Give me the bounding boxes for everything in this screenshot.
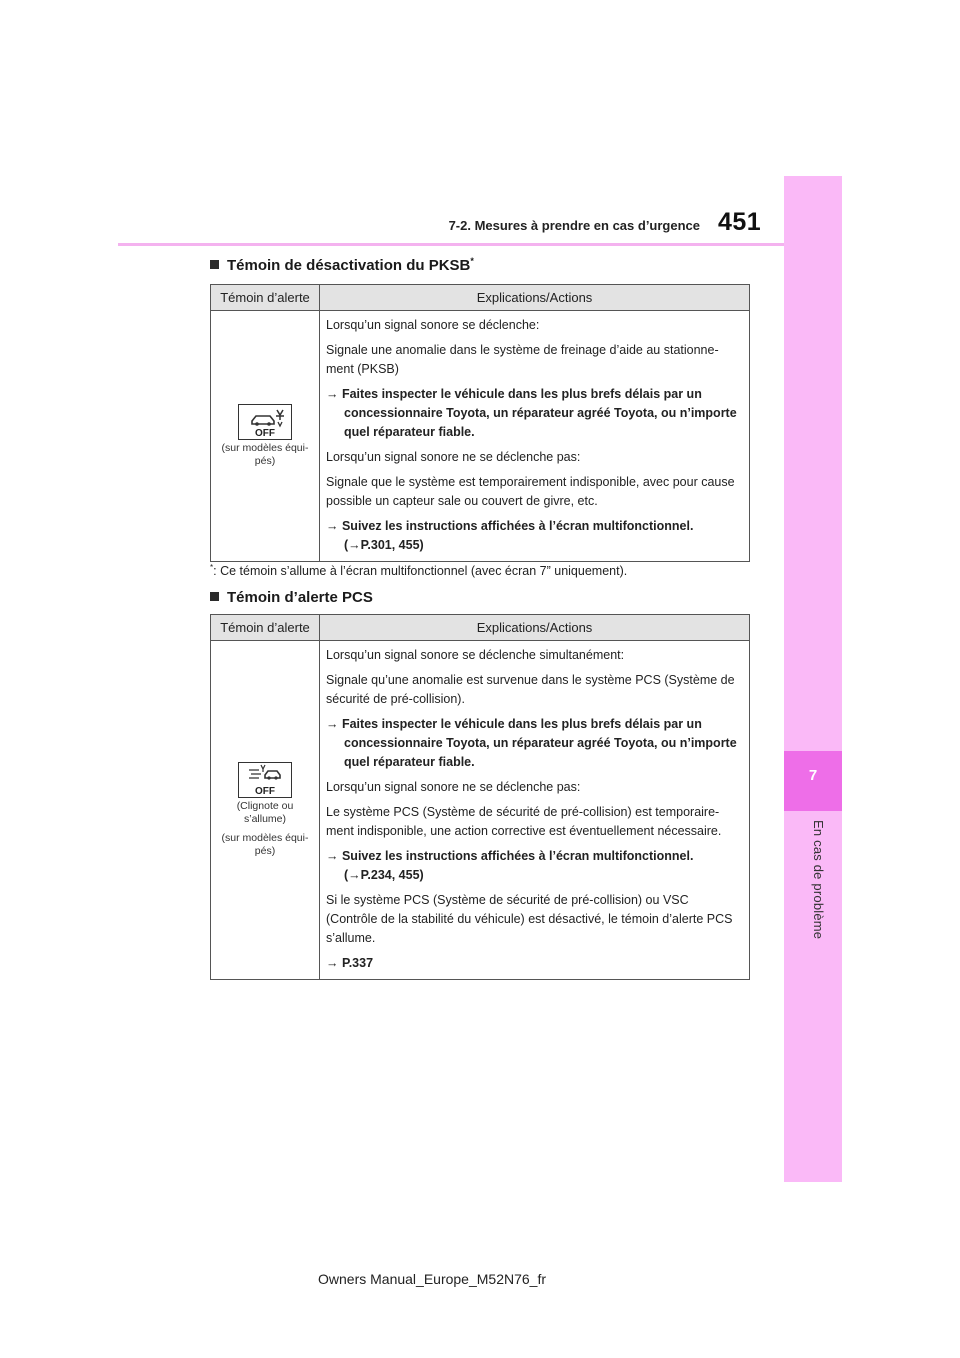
description-text: Signale que le système est temporairement indisponible, avec pour cause possible un capteur sale ou couvert de givre, etc. — [326, 475, 735, 508]
description-text: Signale qu’une anomalie est survenue dans le système PCS (Système de sécurité de pré-collision). — [326, 673, 735, 706]
icon-note: (sur modèles équi-pés) — [221, 442, 309, 467]
chapter-label: En cas de problème — [811, 820, 826, 940]
footnote: *: Ce témoin s’allume à l’écran multifonctionnel (avec écran 7” uniquement). — [210, 563, 628, 579]
svg-text:OFF: OFF — [255, 786, 275, 797]
header-divider — [118, 243, 784, 246]
section-title-pcs: Témoin d’alerte PCS — [210, 589, 373, 606]
description-text: Le système PCS (Système de sécurité de pré-collision) est temporaire-ment indisponible, une action corrective est éventuellement nécessaire. — [326, 805, 722, 838]
explanation-cell — [320, 311, 750, 562]
table-row — [211, 311, 750, 562]
pksb-warning-table — [210, 284, 750, 562]
table-header-row — [211, 615, 750, 641]
column-header-explanations: Explications/Actions — [320, 615, 750, 641]
explanation-cell — [320, 641, 750, 980]
document-footer-title: Owners Manual_Europe_M52N76_fr — [318, 1271, 547, 1287]
condition-text: Lorsqu’un signal sonore se déclenche simultanément: — [326, 648, 625, 662]
square-bullet-icon — [210, 260, 219, 269]
description-text: Si le système PCS (Système de sécurité de pré-collision) ou VSC (Contrôle de la stabilité du véhicule) est désactivé, le témoin d’alerte PCS s’allume. — [326, 893, 733, 945]
pksb-off-icon — [238, 404, 292, 440]
warning-icon-cell — [211, 311, 320, 562]
column-header-warning: Témoin d’alerte — [211, 285, 320, 311]
page-number: 451 — [718, 208, 762, 236]
svg-text:OFF: OFF — [255, 428, 275, 439]
chapter-number-badge — [784, 751, 842, 811]
warning-icon-cell — [211, 641, 320, 980]
action-text: → Faites inspecter le véhicule dans les plus brefs délais par un concessionnaire Toyota, un réparateur agréé Toyota, ou n’importe quel réparateur fiable. — [326, 717, 737, 769]
condition-text: Lorsqu’un signal sonore ne se déclenche pas: — [326, 450, 581, 464]
pcs-off-icon — [238, 762, 292, 798]
chapter-number: 7 — [808, 767, 818, 784]
action-text: → Suivez les instructions affichées à l’écran multifonctionnel. (→P.234, 455) — [326, 849, 694, 882]
description-text: Signale une anomalie dans le système de freinage d’aide au stationne-ment (PKSB) — [326, 343, 719, 376]
icon-note-blink: (Clignote ou s’allume) — [236, 800, 294, 825]
icon-note-models: (sur modèles équi-pés) — [221, 832, 309, 857]
condition-text: Lorsqu’un signal sonore se déclenche: — [326, 318, 540, 332]
action-text: → Faites inspecter le véhicule dans les plus brefs délais par un concessionnaire Toyota, un réparateur agréé Toyota, ou n’importe quel réparateur fiable. — [326, 387, 737, 439]
action-text: → Suivez les instructions affichées à l’écran multifonctionnel. (→P.301, 455) — [326, 519, 694, 552]
table-row — [211, 641, 750, 980]
action-text: → P.337 — [326, 956, 374, 970]
table-header-row — [211, 285, 750, 311]
column-header-explanations: Explications/Actions — [320, 285, 750, 311]
pcs-warning-table — [210, 614, 750, 980]
condition-text: Lorsqu’un signal sonore ne se déclenche pas: — [326, 780, 581, 794]
column-header-warning: Témoin d’alerte — [211, 615, 320, 641]
section-header: 7-2. Mesures à prendre en cas d’urgence — [448, 218, 700, 233]
square-bullet-icon — [210, 592, 219, 601]
section-title-pksb: Témoin de désactivation du PKSB* — [210, 256, 474, 274]
chapter-side-tab — [784, 176, 842, 1182]
